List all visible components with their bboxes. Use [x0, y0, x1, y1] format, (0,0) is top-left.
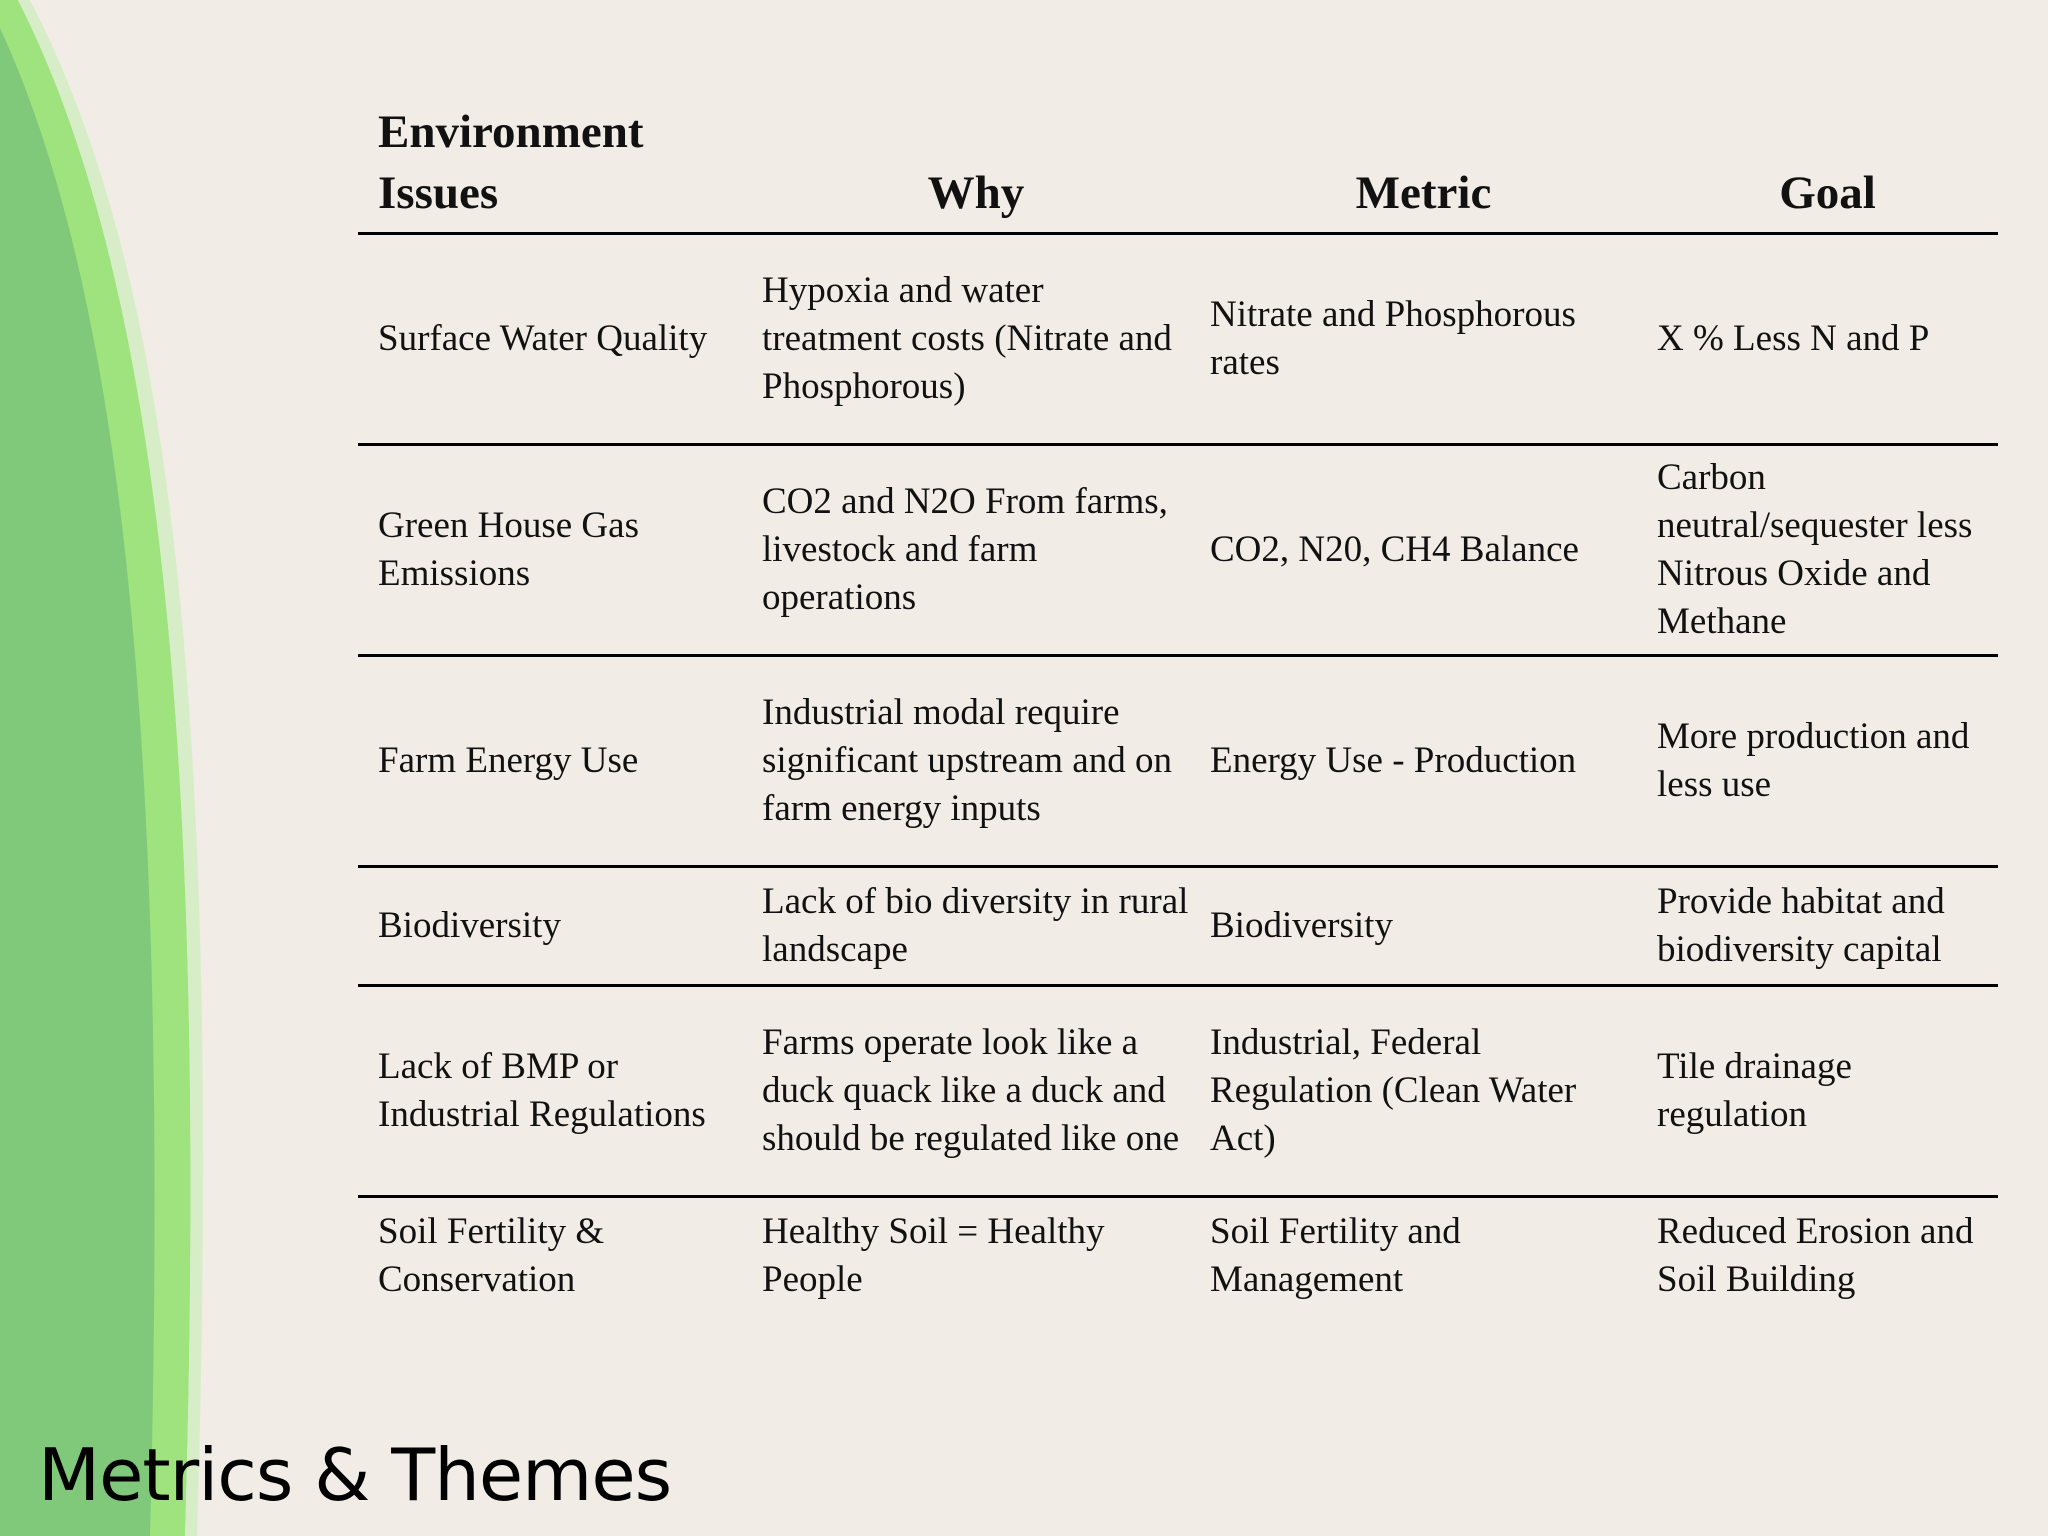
table-row: [358, 867, 1998, 986]
header-issues-line1: Environment: [378, 106, 644, 158]
cell-why: Farms operate look like a duck quack like a duck and should be regulated like one: [742, 986, 1190, 1197]
cell-issue: Green House Gas Emissions: [358, 445, 742, 656]
cell-metric: Biodiversity: [1190, 867, 1637, 986]
cell-issue: Farm Energy Use: [358, 656, 742, 867]
cell-goal: Carbon neutral/sequester less Nitrous Oxide and Methane: [1637, 445, 1998, 656]
cell-issue: Biodiversity: [358, 867, 742, 986]
header-metric: Metric: [1190, 98, 1637, 234]
header-issues-line2: Issues: [378, 167, 499, 219]
cell-why: Healthy Soil = Healthy People: [762, 1211, 1105, 1300]
header-goal: Goal: [1637, 98, 1998, 234]
header-why: Why: [742, 98, 1190, 234]
table-row: [358, 986, 1998, 1197]
cell-metric: Energy Use - Production: [1190, 656, 1637, 867]
header-row: [358, 98, 1998, 234]
table-row: [358, 234, 1998, 445]
cell-goal: More production and less use: [1637, 656, 1998, 867]
cell-goal: Reduced Erosion and Soil Building: [1657, 1211, 1974, 1300]
metrics-table: [358, 98, 1998, 1318]
cell-issue: Surface Water Quality: [358, 234, 742, 445]
cell-metric: Nitrate and Phosphorous rates: [1190, 234, 1637, 445]
cell-why: Industrial modal require significant upstream and on farm energy inputs: [742, 656, 1190, 867]
cell-metric: Industrial, Federal Regulation (Clean Water Act): [1190, 986, 1637, 1197]
cell-goal: Tile drainage regulation: [1637, 986, 1998, 1197]
table-row: [358, 1197, 1998, 1319]
cell-issue: Soil Fertility & Conservation: [378, 1211, 605, 1300]
cell-metric: Soil Fertility and Management: [1210, 1211, 1461, 1300]
header-issues: [358, 98, 742, 234]
cell-why: Lack of bio diversity in rural landscape: [742, 867, 1190, 986]
cell-why: Hypoxia and water treatment costs (Nitrate and Phosphorous): [742, 234, 1190, 445]
table-row: [358, 656, 1998, 867]
cell-goal: Provide habitat and biodiversity capital: [1637, 867, 1998, 986]
cell-why: CO2 and N2O From farms, livestock and farm operations: [742, 445, 1190, 656]
cell-issue: Lack of BMP or Industrial Regulations: [358, 986, 742, 1197]
slide-title: Metrics & Themes: [38, 1433, 672, 1517]
cell-metric: CO2, N20, CH4 Balance: [1190, 445, 1637, 656]
cell-goal: X % Less N and P: [1637, 234, 1998, 445]
table-row: [358, 445, 1998, 656]
